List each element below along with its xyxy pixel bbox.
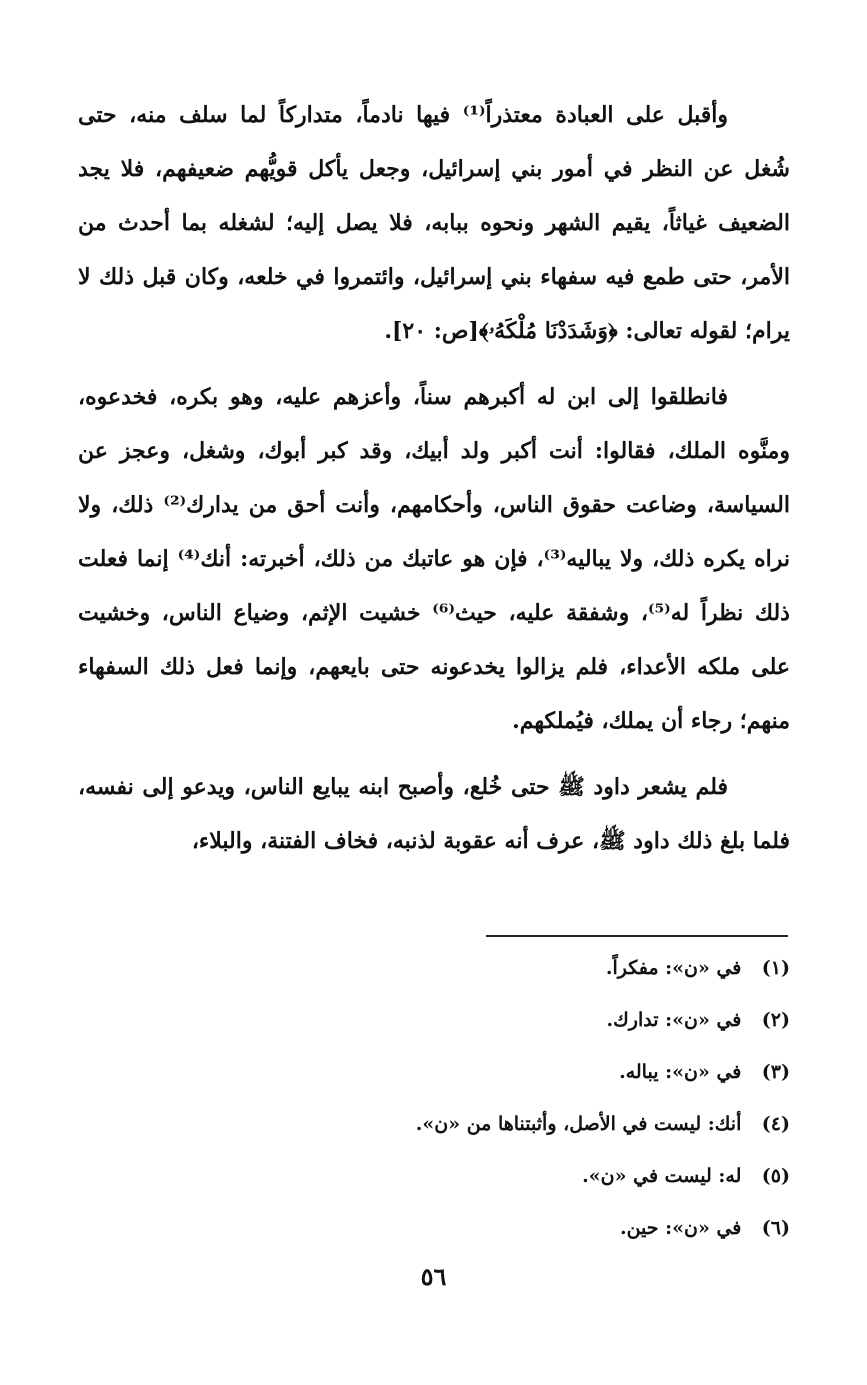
footnote-number: (٦) [761,1217,790,1239]
footnote-text: في «ن»: تدارك. [606,1009,742,1031]
footnote-item [250,948,790,1000]
footnote-text: أنك: ليست في الأصل، وأثبتناها من «ن». [415,1113,742,1135]
footnote-text: في «ن»: يباله. [619,1061,742,1083]
paragraph-3: فلم يشعر داود ﷺ حتى خُلع، وأصبح ابنه يبايع الناس، ويدعو إلى نفسه، فلما بلغ ذلك داود ﷺ، عرف أنه عقوبة لذنبه، فخاف الفتنة، والبلاء، [78,774,790,854]
paragraph-2: فانطلقوا إلى ابن له أكبرهم سناً، وأعزهم عليه، وهو بكره، فخدعوه، ومنَّوه الملك، فقالوا: أنت أكبر ولد أبيك، وقد كبر أبوك، وشغل، وعجز عن السياسة، وضاعت حقوق الناس، وأحكامهم، وأنت أحق من يدارك⁽²⁾ ذلك، ولا نراه يكره ذلك، ولا يباليه⁽³⁾، فإن هو عاتبك من ذلك، أخبرته: أنك⁽⁴⁾ إنما فعلت ذلك نظراً له⁽⁵⁾، وشفقة عليه، حيث⁽⁶⁾ خشيت الإثم، وضياع الناس، وخشيت على ملكه الأعداء، فلم يزالوا يخدعونه حتى بايعهم، وإنما فعل ذلك السفهاء منهم؛ رجاء أن يملك، فيُملكهم. [78,384,790,734]
footnote-item [250,1156,790,1208]
footnote-number: (٣) [761,1061,790,1083]
footnotes-list [250,948,790,1260]
footnote-item [250,1208,790,1260]
footnote-item [250,1000,790,1052]
footnote-number: (٥) [761,1165,790,1187]
footnote-number: (٢) [761,1009,790,1031]
footnote-text: في «ن»: مفكراً. [605,957,742,979]
paragraph-1: وأقبل على العبادة معتذراً⁽¹⁾ فيها نادماً، متداركاً لما سلف منه، حتى شُغل عن النظر في أمور بني إسرائيل، وجعل يأكل قويُّهم ضعيفهم، فلا يجد الضعيف غياثاً، يقيم الشهر ونحوه ببابه، فلا يصل إليه؛ لشغله بما أحدث من الأمر، حتى طمع فيه سفهاء بني إسرائيل، وائتمروا في خلعه، وكان قبل ذلك لا يرام؛ لقوله تعالى: ﴿وَشَدَدْنَا مُلْكَهُۥ﴾[ص: ٢٠]. [78,102,790,344]
footnote-divider [486,935,788,937]
footnote-item [250,1104,790,1156]
footnote-text: في «ن»: حين. [619,1217,742,1239]
main-text [78,88,790,880]
page-number: ٥٦ [420,1262,447,1291]
footnote-number: (١) [761,957,790,979]
footnote-item [250,1052,790,1104]
footnote-text: له: ليست في «ن». [582,1165,742,1187]
footnote-number: (٤) [761,1113,790,1135]
